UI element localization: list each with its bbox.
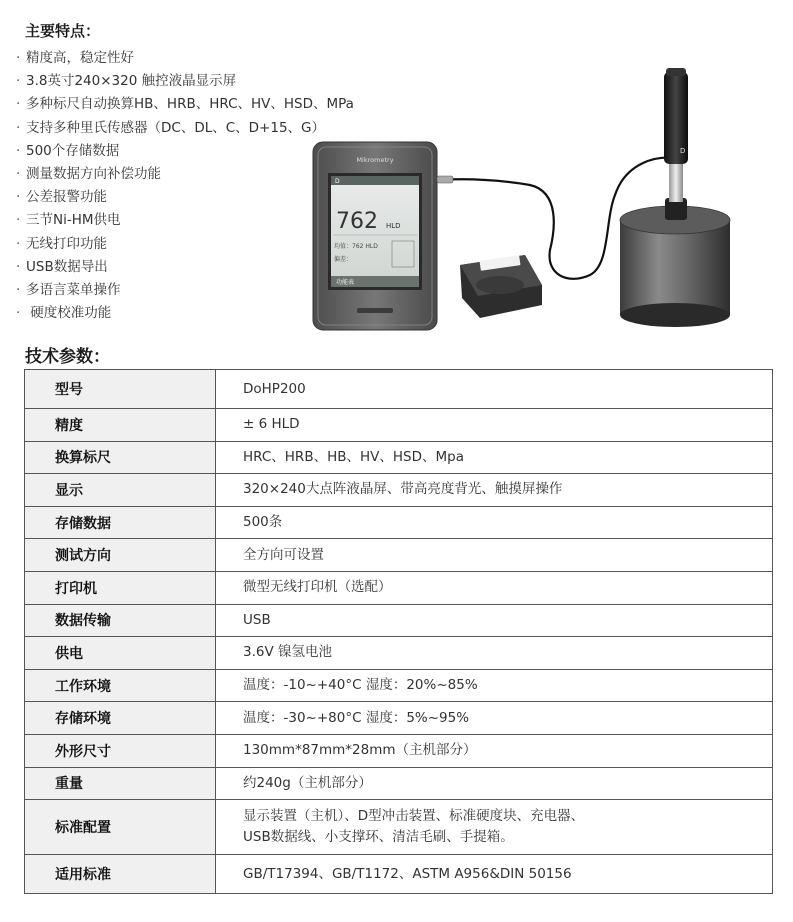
spec-table (24, 369, 773, 894)
spec-label: 测试方向 (25, 539, 216, 572)
spec-value: ± 6 HLD (216, 409, 773, 442)
feature-item: · 精度高，稳定性好 (16, 50, 134, 66)
device-body (313, 142, 437, 330)
spec-value: 微型无线打印机（选配） (216, 571, 773, 604)
table-row (25, 855, 773, 894)
product-image (300, 60, 780, 350)
spec-label: 数据传输 (25, 604, 216, 637)
feature-item: · 无线打印功能 (16, 235, 107, 252)
table-row (25, 539, 773, 572)
spec-value: 500条 (216, 506, 773, 539)
table-row (25, 800, 773, 855)
feature-item: · 支持多种里氏传感器（DC、DL、C、D+15、G） (16, 119, 326, 136)
impact-probe (664, 68, 688, 220)
spec-label: 外形尺寸 (25, 734, 216, 767)
spec-value: 约240g（主机部分） (216, 767, 773, 800)
screen-dev: 偏差： (334, 256, 353, 263)
specs-title: 技术参数： (25, 347, 110, 367)
table-row (25, 370, 773, 409)
features-title: 主要特点： (25, 22, 101, 40)
spec-label: 打印机 (25, 571, 216, 604)
table-row (25, 637, 773, 670)
spec-value-line: USB数据线、小支撑环、清洁毛刷、手提箱。 (243, 829, 514, 846)
probe-label: D (680, 147, 686, 155)
spec-label: 存储数据 (25, 506, 216, 539)
spec-value: 320×240大点阵液晶屏、带高亮度背光、触摸屏操作 (216, 474, 773, 507)
screen-reading: 762 (336, 209, 378, 234)
spec-label: 型号 (25, 370, 216, 409)
spec-value: DoHP200 (216, 370, 773, 409)
table-row (25, 474, 773, 507)
spec-label: 供电 (25, 637, 216, 670)
spec-label: 工作环境 (25, 669, 216, 702)
spec-label: 重量 (25, 767, 216, 800)
screen-avg: 均值：762 HLD (334, 243, 378, 250)
spec-label: 适用标准 (25, 855, 216, 894)
spec-value: 3.6V 镍氢电池 (216, 637, 773, 670)
feature-item: · 测量数据方向补偿功能 (16, 165, 161, 182)
spec-value: GB/T17394、GB/T1172、ASTM A956&DIN 50156 (216, 855, 773, 894)
spec-label: 精度 (25, 409, 216, 442)
table-row (25, 604, 773, 637)
table-row (25, 767, 773, 800)
feature-item: · 3.8英寸240×320 触控液晶显示屏 (16, 73, 237, 90)
feature-item: · 公差报警功能 (16, 189, 107, 206)
screen-mode: D (335, 178, 340, 185)
table-row (25, 669, 773, 702)
feature-item: · 硬度校准功能 (16, 305, 112, 322)
screen-unit: HLD (386, 222, 401, 230)
spec-value: 全方向可设置 (216, 539, 773, 572)
spec-label: 存储环境 (25, 702, 216, 735)
feature-item: · 500个存储数据 (16, 142, 120, 159)
feature-item: · 三节Ni-HM供电 (16, 212, 121, 229)
spec-label: 标准配置 (25, 800, 216, 855)
device-brand: Mikrometry (356, 156, 394, 164)
spec-value: 温度：-10~+40°C 湿度：20%~85% (216, 669, 773, 702)
screen-menu: 功能表 (336, 279, 355, 286)
spec-value-line: 显示装置（主机）、D型冲击装置、标准硬度块、充电器、 (243, 808, 585, 825)
test-block (620, 206, 730, 327)
table-row (25, 409, 773, 442)
table-row (25, 506, 773, 539)
spec-value: 130mm*87mm*28mm（主机部分） (216, 734, 773, 767)
table-row (25, 441, 773, 474)
spec-value: USB (216, 604, 773, 637)
feature-item: · 多语言菜单操作 (16, 281, 121, 298)
spec-value: 温度：-30~+80°C 湿度：5%~95% (216, 702, 773, 735)
spec-value (216, 800, 773, 855)
mini-printer (460, 255, 542, 318)
table-row (25, 571, 773, 604)
table-row (25, 702, 773, 735)
spec-value: HRC、HRB、HB、HV、HSD、Mpa (216, 441, 773, 474)
spec-label: 换算标尺 (25, 441, 216, 474)
feature-item: · USB数据导出 (16, 258, 108, 275)
feature-item: · 多种标尺自动换算HB、HRB、HRC、HV、HSD、MPa (16, 96, 354, 113)
spec-label: 显示 (25, 474, 216, 507)
table-row (25, 734, 773, 767)
